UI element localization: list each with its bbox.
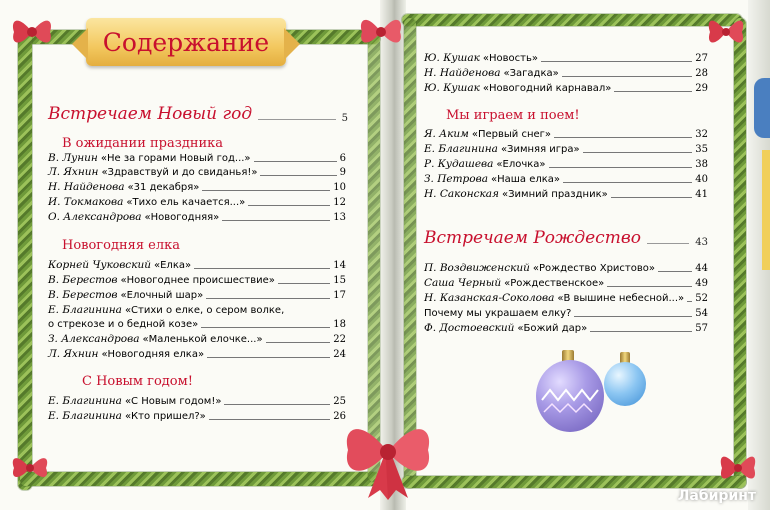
bow-icon	[10, 448, 50, 492]
entry-title: «Наша елка»	[490, 174, 561, 185]
entry-author: П. Воздвиженский	[424, 262, 530, 274]
entry-title: «Рождественское»	[504, 278, 605, 289]
toc-entry[interactable]	[424, 277, 708, 290]
leader-line	[222, 220, 330, 221]
bow-icon	[716, 446, 760, 490]
page-number: 26	[333, 411, 346, 422]
page-number: 5	[341, 113, 348, 124]
part-title-text: Встречаем Рождество	[424, 228, 641, 248]
page-number: 28	[695, 68, 708, 79]
entry-author: О. Александрова	[48, 211, 142, 223]
page-number: 15	[333, 275, 346, 286]
entry-title: «Загадка»	[503, 68, 559, 79]
entry-title: «Здравствуй и до свиданья!»	[101, 167, 258, 178]
page-number: 12	[333, 197, 346, 208]
leader-line	[574, 316, 692, 317]
leader-line	[611, 197, 693, 198]
page-number: 17	[333, 290, 346, 301]
entry-author: Н. Саконская	[424, 188, 499, 200]
entry-author: Е. Благинина	[424, 143, 498, 155]
leader-line	[562, 76, 693, 77]
leader-line	[554, 137, 692, 138]
entry-author: Н. Найденова	[48, 181, 125, 193]
section-title: Мы играем и поем!	[446, 108, 580, 123]
leader-line	[583, 152, 693, 153]
entry-title: «Новогодняя елка»	[101, 349, 205, 360]
part-title-christmas	[424, 228, 708, 248]
leader-line	[647, 243, 689, 244]
leader-line	[209, 419, 330, 420]
toc-entry[interactable]	[48, 395, 346, 408]
page-number: 49	[695, 278, 708, 289]
entry-author: Саша Черный	[424, 277, 502, 289]
entry-author: Ю. Кушак	[424, 52, 480, 64]
page-number: 27	[695, 53, 708, 64]
garland-bottom-left	[20, 472, 380, 486]
leader-line	[687, 301, 692, 302]
entry-author: З. Александрова	[48, 333, 140, 345]
bow-icon	[8, 10, 56, 54]
toc-entry[interactable]	[48, 348, 346, 361]
entry-author: Корней Чуковский	[48, 259, 151, 271]
toc-entry[interactable]	[424, 143, 708, 156]
entry-title: «Маленькой елочке...»	[142, 334, 263, 345]
entry-author: Л. Яхнин	[48, 166, 99, 178]
page-number: 35	[695, 144, 708, 155]
leader-line	[194, 268, 330, 269]
garland-bottom-right	[402, 476, 746, 488]
toc-entry[interactable]	[48, 259, 346, 272]
toc-entry[interactable]	[48, 274, 346, 287]
entry-author: В. Берестов	[48, 289, 118, 301]
page-number: 57	[695, 323, 708, 334]
section-title: С Новым годом!	[82, 374, 193, 389]
page-number: 13	[333, 212, 346, 223]
toc-entry[interactable]	[48, 166, 346, 179]
page-number: 24	[333, 349, 346, 360]
bow-icon	[356, 8, 406, 56]
part-title-new-year	[48, 104, 348, 124]
page-number: 10	[333, 182, 346, 193]
toc-entry[interactable]	[48, 410, 346, 423]
entry-author: Ф. Достоевский	[424, 322, 515, 334]
entry-title: «Божий дар»	[517, 323, 588, 334]
entry-title: «Первый снег»	[471, 129, 552, 140]
toc-entry[interactable]	[424, 292, 708, 305]
entry-title: Почему мы украшаем елку?	[424, 308, 572, 319]
entry-title: «Не за горами Новый год...»	[100, 153, 251, 164]
toc-entry[interactable]	[48, 289, 346, 302]
toc-entry[interactable]	[48, 152, 346, 165]
big-bow-icon	[340, 410, 436, 500]
entry-author: Н. Найденова	[424, 67, 501, 79]
page-number: 6	[339, 153, 346, 164]
leader-line	[254, 161, 337, 162]
entry-title: «Новогодняя»	[144, 212, 220, 223]
entry-title: «Рождество Христово»	[532, 263, 655, 274]
garland-top-right	[402, 14, 742, 26]
page-number: 18	[333, 319, 346, 330]
toc-entry[interactable]	[48, 333, 346, 346]
entry-title: «Тихо ель качается...»	[126, 197, 246, 208]
entry-author: И. Токмакова	[48, 196, 124, 208]
entry-title: «31 декабря»	[127, 182, 200, 193]
entry-title: «Новогоднее происшествие»	[120, 275, 275, 286]
toc-entry[interactable]	[424, 188, 708, 201]
garland-left	[18, 32, 32, 490]
entry-title: «Кто пришел?»	[124, 411, 206, 422]
entry-author: Р. Кудашева	[424, 158, 494, 170]
leader-line	[260, 175, 336, 176]
page-number: 52	[695, 293, 708, 304]
page-number: 32	[695, 129, 708, 140]
toc-entry[interactable]	[424, 322, 708, 335]
leader-line	[202, 190, 330, 191]
section-title: Новогодняя елка	[62, 238, 180, 253]
toc-entry[interactable]	[424, 128, 708, 141]
entry-author: Н. Казанская-Соколова	[424, 292, 555, 304]
page-number: 29	[695, 83, 708, 94]
leader-line	[224, 404, 330, 405]
garland-right	[734, 18, 746, 488]
toc-entry[interactable]	[48, 211, 346, 224]
leader-line	[549, 167, 693, 168]
entry-title: о стрекозе и о бедной козе»	[48, 319, 199, 330]
toc-entry[interactable]	[48, 196, 346, 209]
page-number: 9	[339, 167, 346, 178]
entry-title: «Елка»	[154, 260, 192, 271]
toc-entry[interactable]	[48, 304, 346, 317]
entry-author: Я. Аким	[424, 128, 469, 140]
entry-title: «Новость»	[482, 53, 539, 64]
section-title: В ожидании праздника	[62, 136, 224, 151]
leader-line	[278, 283, 330, 284]
leader-line	[614, 91, 692, 92]
page-number: 43	[695, 237, 708, 248]
leader-line	[563, 182, 692, 183]
leader-line	[658, 271, 692, 272]
entry-author: Л. Яхнин	[48, 348, 99, 360]
entry-author: Е. Благинина	[48, 304, 122, 316]
leader-line	[206, 298, 330, 299]
entry-title: «Елочка»	[496, 159, 546, 170]
part-title-text: Встречаем Новый год	[48, 104, 253, 124]
toc-entry[interactable]	[424, 307, 708, 320]
toc-entry[interactable]	[424, 52, 708, 65]
page-number: 44	[695, 263, 708, 274]
entry-author: Е. Благинина	[48, 395, 122, 407]
leader-line	[590, 331, 692, 332]
bow-icon	[704, 10, 748, 54]
entry-author: Е. Благинина	[48, 410, 122, 422]
entry-title: «Стихи о елке, о сером волке,	[124, 305, 285, 316]
leader-line	[248, 205, 330, 206]
leader-line	[258, 119, 336, 120]
entry-title: «Елочный шар»	[120, 290, 204, 301]
page-title: Содержание	[102, 27, 270, 57]
toc-entry-continued[interactable]	[48, 318, 346, 331]
page-number: 40	[695, 174, 708, 185]
page-number: 25	[333, 396, 346, 407]
page-number: 14	[333, 260, 346, 271]
leader-line	[607, 286, 692, 287]
leader-line	[207, 357, 330, 358]
page-number: 54	[695, 308, 708, 319]
entry-title: «С Новым годом!»	[124, 396, 222, 407]
blue-cover-edge	[754, 78, 770, 138]
leader-line	[541, 61, 692, 62]
toc-entry[interactable]	[424, 82, 708, 95]
entry-author: Ю. Кушак	[424, 82, 480, 94]
blue-ornament-icon	[604, 362, 646, 406]
entry-author: В. Берестов	[48, 274, 118, 286]
page-number: 41	[695, 189, 708, 200]
entry-title: «Зимний праздник»	[502, 189, 608, 200]
toc-entry[interactable]	[48, 181, 346, 194]
toc-entry[interactable]	[424, 173, 708, 186]
page-number: 38	[695, 159, 708, 170]
toc-entry[interactable]	[424, 158, 708, 171]
entry-title: «Новогодний карнавал»	[482, 83, 612, 94]
page-number: 22	[333, 334, 346, 345]
title-ribbon	[86, 18, 286, 66]
purple-ornament-icon	[536, 360, 604, 432]
entry-title: «Зимняя игра»	[500, 144, 580, 155]
entry-author: З. Петрова	[424, 173, 488, 185]
toc-entry[interactable]	[424, 67, 708, 80]
yellow-cover-edge	[762, 150, 770, 270]
leader-line	[201, 327, 330, 328]
leader-line	[266, 342, 331, 343]
entry-title: «В вышине небесной...»	[557, 293, 685, 304]
watermark-logo: Лабиринт	[677, 488, 756, 504]
entry-author: В. Лунин	[48, 152, 98, 164]
toc-entry[interactable]	[424, 262, 708, 275]
